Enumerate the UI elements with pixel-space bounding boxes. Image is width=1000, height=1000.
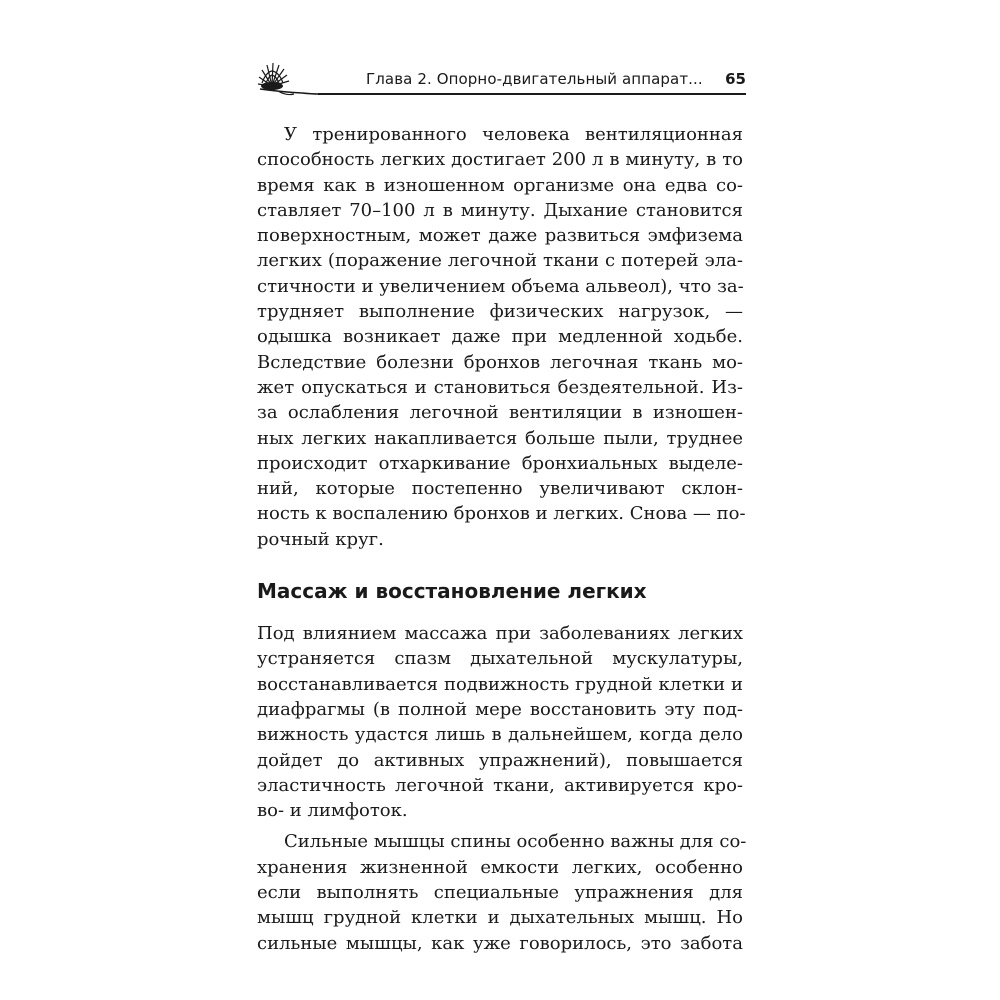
- text-line: Под влиянием массажа при заболеваниях легких: [257, 623, 743, 645]
- text-line: легких (поражение легочной ткани с потерей эла-: [257, 250, 743, 272]
- running-header: [252, 56, 746, 102]
- text-line: диафрагмы (в полной мере восстановить эту под-: [257, 698, 743, 720]
- text-line: если выполнять специальные упражнения для: [257, 882, 743, 904]
- text-line: Сильные мышцы спины особенно важны для со-: [284, 831, 747, 853]
- text-line: одышка возникает даже при медленной ходьбе.: [257, 326, 743, 348]
- paragraph-1: [257, 122, 746, 552]
- text-line: дойдет до активных упражнений), повышается: [257, 749, 743, 771]
- header-rule: [318, 93, 746, 95]
- text-line: вижность удастся лишь в дальнейшем, когда дело: [257, 724, 743, 746]
- text-line: восстанавливается подвижность грудной клетки и: [257, 673, 743, 695]
- text-line: У тренированного человека вентиляционная: [284, 124, 743, 145]
- paragraph-3: [257, 829, 747, 955]
- text-line: происходит отхаркивание бронхиальных выделе-: [257, 452, 743, 474]
- page-body: [257, 122, 747, 956]
- text-line: за ослабления легочной вентиляции в изношен-: [257, 402, 743, 424]
- text-line: хранения жизненной емкости легких, особенно: [257, 856, 743, 878]
- text-line: стичности и увеличением объема альвеол), что за-: [257, 275, 744, 297]
- paragraph-2: [257, 621, 743, 823]
- section-heading: Массаж и восстановление легких: [257, 579, 647, 604]
- text-line: поверхностным, может даже развиться эмфизема: [257, 225, 743, 247]
- sun-flower-ornament-icon: [252, 56, 332, 102]
- text-line: эластичность легочной ткани, активируется кро-: [257, 774, 743, 796]
- text-line: мышц грудной клетки и дыхательных мышц. Но: [257, 907, 743, 929]
- text-line: устраняется спазм дыхательной мускулатуры,: [257, 648, 743, 670]
- text-line: сильные мышцы, как уже говорилось, это забота: [257, 932, 743, 954]
- running-title: Глава 2. Опорно-двигательный аппарат...: [366, 70, 703, 88]
- text-line: время как в изношенном организме она едва со-: [257, 174, 743, 196]
- text-line: во- и лимфоток.: [257, 800, 408, 822]
- text-line: рочный круг.: [257, 528, 384, 550]
- text-line: Вследствие болезни бронхов легочная ткань мо-: [257, 351, 743, 373]
- text-line: ний, которые постепенно увеличивают склон-: [257, 478, 743, 500]
- text-line: ность к воспалению бронхов и легких. Снова — по-: [257, 503, 746, 525]
- text-line: ных легких накапливается больше пыли, труднее: [257, 427, 743, 449]
- text-line: трудняет выполнение физических нагрузок, —: [257, 301, 743, 323]
- text-line: ставляет 70–100 л в минуту. Дыхание становится: [257, 199, 743, 221]
- text-line: способность легких достигает 200 л в минуту, в то: [257, 149, 743, 171]
- page-number: 65: [725, 70, 746, 88]
- text-line: жет опускаться и становиться бездеятельной. Из-: [257, 376, 743, 398]
